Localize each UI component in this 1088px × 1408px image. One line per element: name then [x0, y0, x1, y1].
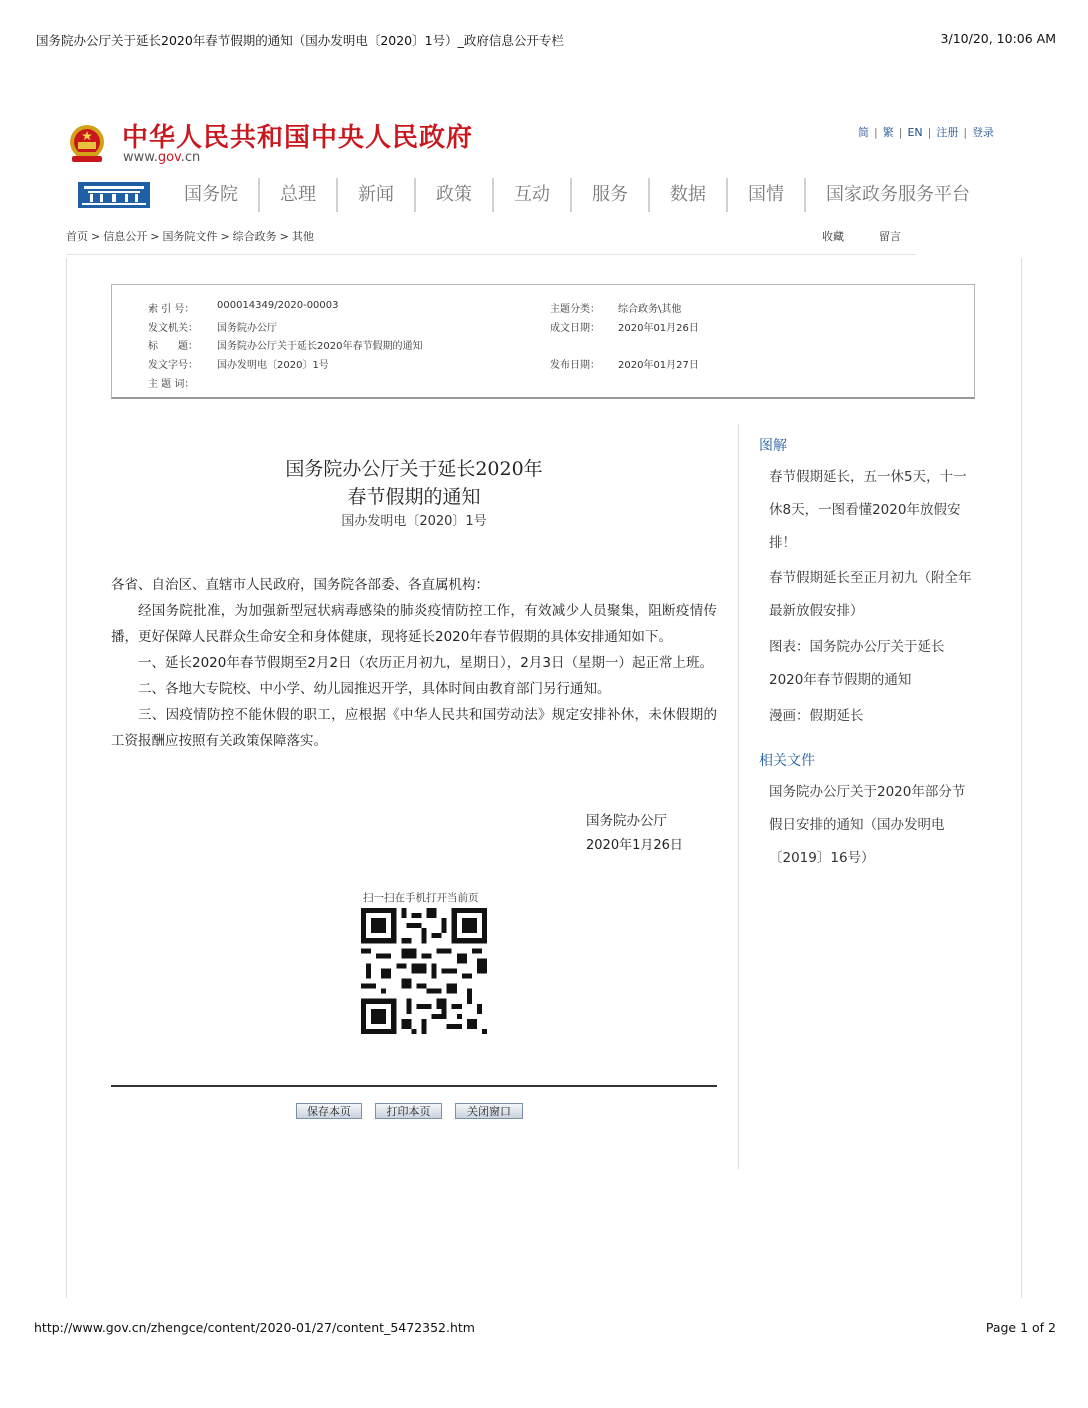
breadcrumb-separator: > — [279, 230, 289, 243]
print-page-number: Page 1 of 2 — [985, 1320, 1056, 1335]
meta-topic-label: 主题分类： — [550, 304, 600, 315]
print-page-url: http://www.gov.cn/zhengce/content/2020-01/27/content_5472352.htm — [34, 1320, 475, 1335]
nav-national-info[interactable]: 国情 — [726, 178, 804, 212]
sidebar-link[interactable]: 国务院办公厅关于2020年部分节假日安排的通知（国办发明电〔2019〕16号） — [769, 784, 966, 866]
meta-index-label: 索 引 号： — [148, 304, 195, 315]
article-body — [111, 572, 717, 754]
login-link[interactable]: 登录 — [972, 126, 995, 139]
qr-code-icon — [361, 908, 487, 1034]
meta-written-date-label: 成文日期： — [550, 323, 600, 334]
frame-left-border — [66, 258, 67, 1298]
article-doc-number: 国办发明电〔2020〕1号 — [341, 514, 487, 529]
article-paragraph: 三、因疫情防控不能休假的职工，应根据《中华人民共和国劳动法》规定安排补休，未休假期的工资报酬应按照有关政策保障落实。 — [111, 707, 717, 749]
nav-state-council[interactable]: 国务院 — [184, 184, 238, 205]
breadcrumb-general-affairs[interactable]: 综合政务 — [232, 230, 277, 243]
home-building-icon[interactable] — [78, 182, 150, 208]
meta-title-label: 标 题： — [148, 341, 198, 352]
nav-news[interactable]: 新闻 — [336, 178, 414, 212]
article-paragraph: 经国务院批准，为加强新型冠状病毒感染的肺炎疫情防控工作，有效减少人员聚集，阻断疫情传播，更好保障人民群众生命安全和身体健康，现将延长2020年春节假期的具体安排通知如下。 — [111, 603, 717, 645]
meta-doc-number-label: 发文字号： — [148, 360, 198, 371]
article-title-line2: 春节假期的通知 — [347, 486, 481, 508]
signature-organization: 国务院办公厅 — [586, 813, 667, 829]
meta-doc-number-value: 国办发明电〔2020〕1号 — [217, 360, 329, 371]
sidebar-link[interactable]: 漫画：假期延长 — [769, 708, 864, 724]
breadcrumb-separator: > — [220, 230, 230, 243]
qr-code-caption: 扫一扫在手机打开当前页 — [363, 892, 479, 904]
breadcrumb-other[interactable]: 其他 — [291, 230, 314, 243]
close-window-button[interactable]: 关闭窗口 — [455, 1103, 523, 1119]
sidebar-link[interactable]: 图表：国务院办公厅关于延长2020年春节假期的通知 — [769, 639, 945, 688]
sidebar-section-related-docs: 相关文件 — [759, 753, 815, 769]
message-link[interactable]: 留言 — [879, 230, 901, 243]
article-bottom-divider — [111, 1085, 717, 1087]
save-page-button[interactable]: 保存本页 — [296, 1103, 362, 1119]
top-links — [858, 124, 994, 140]
breadcrumb-divider — [66, 254, 916, 255]
breadcrumb-separator: > — [150, 230, 160, 243]
sidebar-link[interactable]: 春节假期延长，五一休5天，十一休8天，一图看懂2020年放假安排！ — [769, 469, 967, 551]
top-link-separator: | — [898, 126, 903, 139]
meta-issuer-label: 发文机关： — [148, 323, 198, 334]
favorite-link[interactable]: 收藏 — [822, 230, 844, 243]
sidebar-link[interactable]: 春节假期延长至正月初九（附全年最新放假安排） — [769, 570, 972, 619]
meta-title-value: 国务院办公厅关于延长2020年春节假期的通知 — [217, 341, 423, 352]
breadcrumb-home[interactable]: 首页 — [66, 230, 88, 243]
article-paragraph: 一、延长2020年春节假期至2月2日（农历正月初九，星期日），2月3日（星期一）起正常上班。 — [138, 655, 713, 671]
meta-publish-date-value: 2020年01月27日 — [618, 360, 699, 371]
meta-publish-date-label: 发布日期： — [550, 360, 600, 371]
print-page-button[interactable]: 打印本页 — [375, 1103, 442, 1119]
site-domain — [123, 150, 200, 165]
simplified-chinese-link[interactable]: 简 — [858, 126, 869, 139]
nav-services[interactable]: 服务 — [570, 178, 648, 212]
site-domain-main: gov — [157, 150, 181, 165]
meta-written-date-value: 2020年01月26日 — [618, 323, 699, 334]
print-page-title: 国务院办公厅关于延长2020年春节假期的通知（国办发明电〔2020〕1号）_政府信息公开专栏 — [36, 33, 564, 48]
article-title-line1: 国务院办公厅关于延长2020年 — [285, 458, 543, 480]
meta-topic-value: 综合政务\其他 — [618, 304, 682, 315]
meta-keywords-label: 主 题 词： — [148, 379, 195, 390]
meta-issuer-value: 国务院办公厅 — [217, 323, 277, 334]
signature-date: 2020年1月26日 — [586, 838, 683, 853]
document-meta-box — [111, 284, 975, 399]
traditional-chinese-link[interactable]: 繁 — [882, 126, 894, 139]
top-link-separator: | — [963, 126, 968, 139]
breadcrumb-info-disclosure[interactable]: 信息公开 — [103, 230, 148, 243]
nav-interaction[interactable]: 互动 — [492, 178, 570, 212]
sidebar-divider — [738, 424, 739, 1169]
top-link-separator: | — [927, 126, 932, 139]
breadcrumb-separator: > — [91, 230, 101, 243]
breadcrumb — [66, 228, 314, 244]
nav-data[interactable]: 数据 — [648, 178, 726, 212]
nav-service-platform[interactable]: 国家政务服务平台 — [804, 178, 990, 212]
site-domain-suffix: .cn — [180, 150, 201, 165]
national-emblem-icon — [66, 122, 108, 166]
nav-premier[interactable]: 总理 — [258, 178, 336, 212]
meta-index-value: 000014349/2020-00003 — [217, 300, 339, 311]
article-salutation: 各省、自治区、直辖市人民政府，国务院各部委、各直属机构： — [111, 577, 489, 593]
top-link-separator: | — [874, 126, 878, 139]
breadcrumb-state-council-docs[interactable]: 国务院文件 — [162, 230, 218, 243]
english-link[interactable]: EN — [907, 126, 923, 139]
register-link[interactable]: 注册 — [936, 126, 959, 139]
article-paragraph: 二、各地大专院校、中小学、幼儿园推迟开学，具体时间由教育部门另行通知。 — [138, 681, 611, 697]
site-name[interactable]: 中华人民共和国中央人民政府 — [122, 123, 474, 153]
main-nav — [66, 176, 1046, 214]
frame-right-border — [1021, 258, 1022, 1298]
site-domain-prefix: www. — [123, 150, 158, 165]
sidebar-section-illustrations: 图解 — [759, 438, 787, 454]
print-datetime: 3/10/20, 10:06 AM — [940, 31, 1056, 46]
nav-policies[interactable]: 政策 — [414, 178, 492, 212]
